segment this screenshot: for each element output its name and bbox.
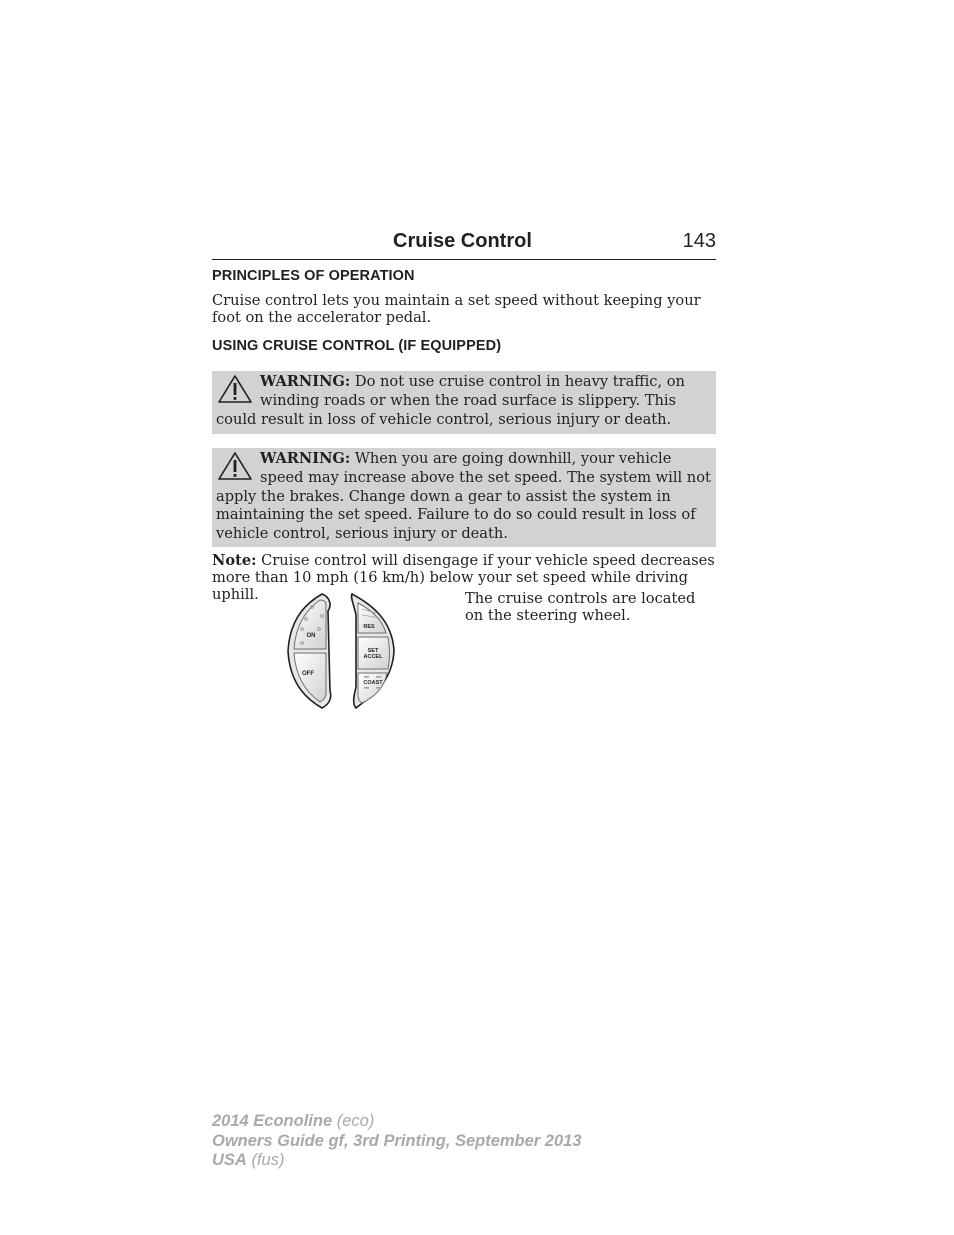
accel-button-label: ACCEL [363, 654, 383, 660]
steering-wheel-switches-illustration [282, 591, 402, 713]
warning-text: When you are going downhill, your vehicle speed may increase above the set speed. The system will not apply the brakes. Change down a gear to assist the system in maintaining the set speed. Failure to do so could result in loss of vehicle control, serious injury or death. [216, 450, 711, 543]
off-button-label: OFF [302, 671, 314, 677]
page-header [212, 229, 716, 260]
footer-model: 2014 Econoline [212, 1112, 333, 1130]
warning-text: Do not use cruise control in heavy traffic, on winding roads or when the road surface is slippery. This could result in loss of vehicle control, serious injury or death. [216, 373, 685, 428]
warning-triangle-icon [216, 451, 254, 481]
note-text: Cruise control will disengage if your vehicle speed decreases more than 10 mph (16 km/h) below your set speed while driving uphill. [212, 552, 715, 603]
warning-box-1 [212, 371, 716, 434]
on-button-label: ON [306, 633, 316, 639]
principles-paragraph: Cruise control lets you maintain a set speed without keeping your foot on the accelerator pedal. [212, 292, 701, 326]
section-heading-principles: PRINCIPLES OF OPERATION [212, 268, 415, 284]
warning-box-2 [212, 448, 716, 547]
note-label: Note: [212, 552, 257, 569]
warning-label: WARNING: [260, 373, 351, 390]
footer-line-region [212, 1151, 582, 1171]
res-button-label: RES [363, 624, 375, 630]
chapter-title: Cruise Control [393, 230, 532, 252]
footer-line-guide [212, 1132, 582, 1152]
figure-caption: The cruise controls are located on the steering wheel. [465, 590, 696, 624]
footer-line-model [212, 1112, 582, 1132]
set-button-label: SET [367, 648, 379, 654]
footer-model-code: (eco) [336, 1112, 375, 1130]
footer-guide: Owners Guide gf, 3rd Printing, September 2013 [212, 1131, 582, 1150]
warning-triangle-icon [216, 374, 254, 404]
section-heading-using: USING CRUISE CONTROL (IF EQUIPPED) [212, 338, 502, 354]
coast-button-label: COAST [363, 680, 383, 686]
footer-region-code: (fus) [251, 1151, 285, 1169]
cruise-control-switches-figure [282, 591, 402, 713]
footer-region: USA [212, 1151, 247, 1169]
page-footer [212, 1112, 582, 1171]
warning-label: WARNING: [260, 450, 351, 467]
page-number: 143 [682, 230, 716, 252]
